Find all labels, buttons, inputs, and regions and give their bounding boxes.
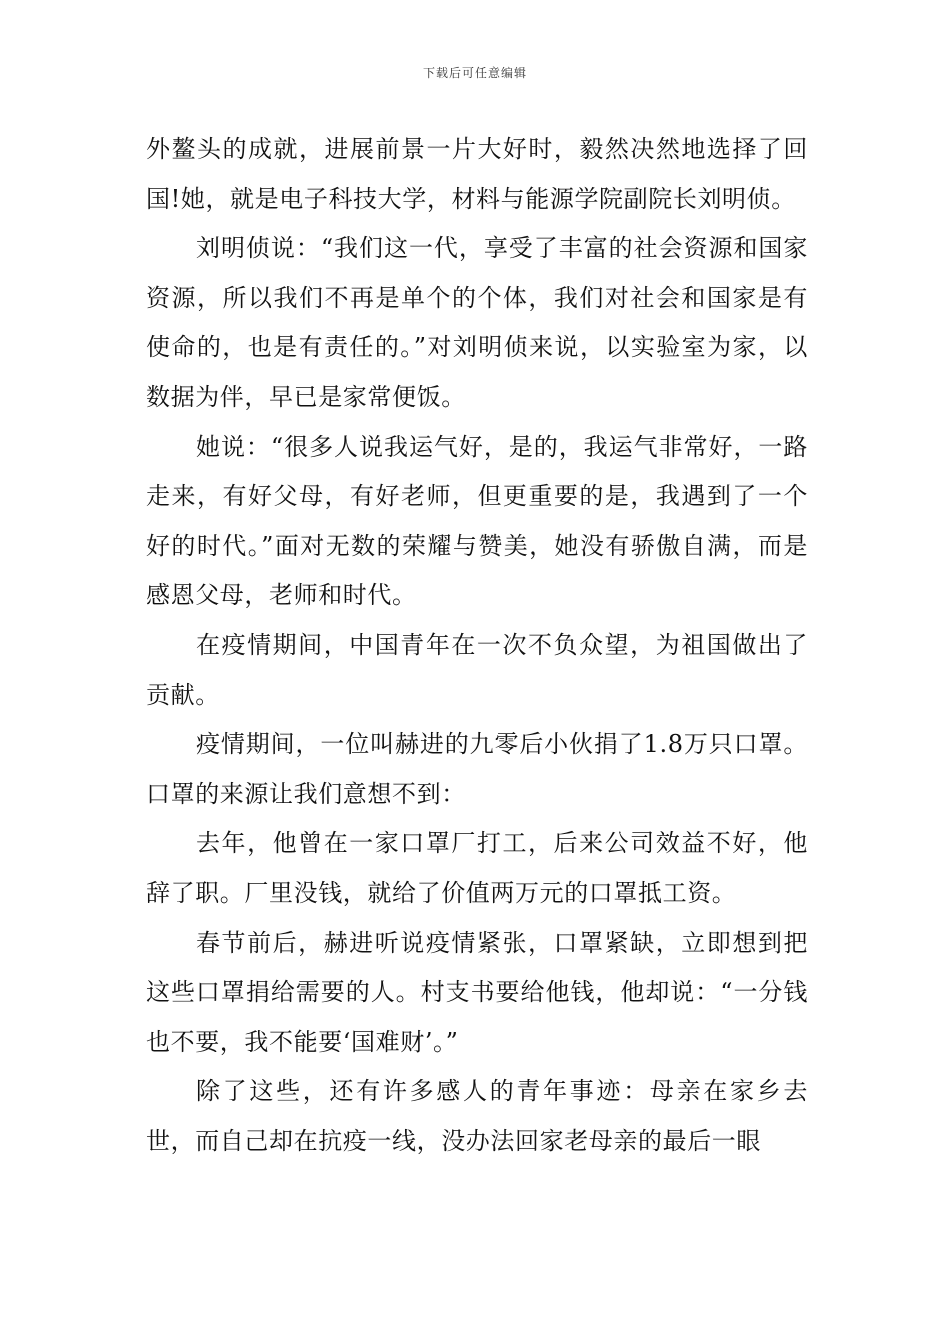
paragraph-3: 她说：“很多人说我运气好，是的，我运气非常好，一路走来，有好父母，有好老师，但更重要的是，我遇到了一个好的时代。”面对无数的荣耀与赞美，她没有骄傲自满，而是感恩父母，老师和时代。 — [146, 432, 808, 610]
paragraph-5: 疫情期间，一位叫赫进的九零后小伙捐了1.8万只口罩。口罩的来源让我们意想不到： — [146, 730, 808, 808]
paragraph-8: 除了这些，还有许多感人的青年事迹：母亲在家乡去世，而自己却在抗疫一线，没办法回家老母亲的最后一眼 — [146, 1077, 808, 1155]
paragraph-1: 外鳌头的成就，进展前景一片大好时，毅然决然地选择了回国!她，就是电子科技大学，材料与能源学院副院长刘明侦。 — [146, 135, 808, 213]
document-body — [146, 125, 808, 1166]
page-header: 下载后可任意编辑 — [422, 66, 527, 80]
paragraph-4: 在疫情期间，中国青年在一次不负众望，为祖国做出了贡献。 — [146, 630, 808, 709]
paragraph-6: 去年，他曾在一家口罩厂打工，后来公司效益不好，他辞了职。厂里没钱，就给了价值两万元的口罩抵工资。 — [146, 829, 808, 907]
paragraph-2: 刘明侦说：“我们这一代，享受了丰富的社会资源和国家资源，所以我们不再是单个的个体，我们对社会和国家是有使命的，也是有责任的。”对刘明侦来说，以实验室为家，以数据为伴，早已是家常便饭。 — [146, 234, 808, 411]
paragraph-7: 春节前后，赫进听说疫情紧张，口罩紧缺，立即想到把这些口罩捐给需要的人。村支书要给他钱，他却说：“一分钱也不要，我不能要‘国难财’。” — [146, 928, 808, 1056]
